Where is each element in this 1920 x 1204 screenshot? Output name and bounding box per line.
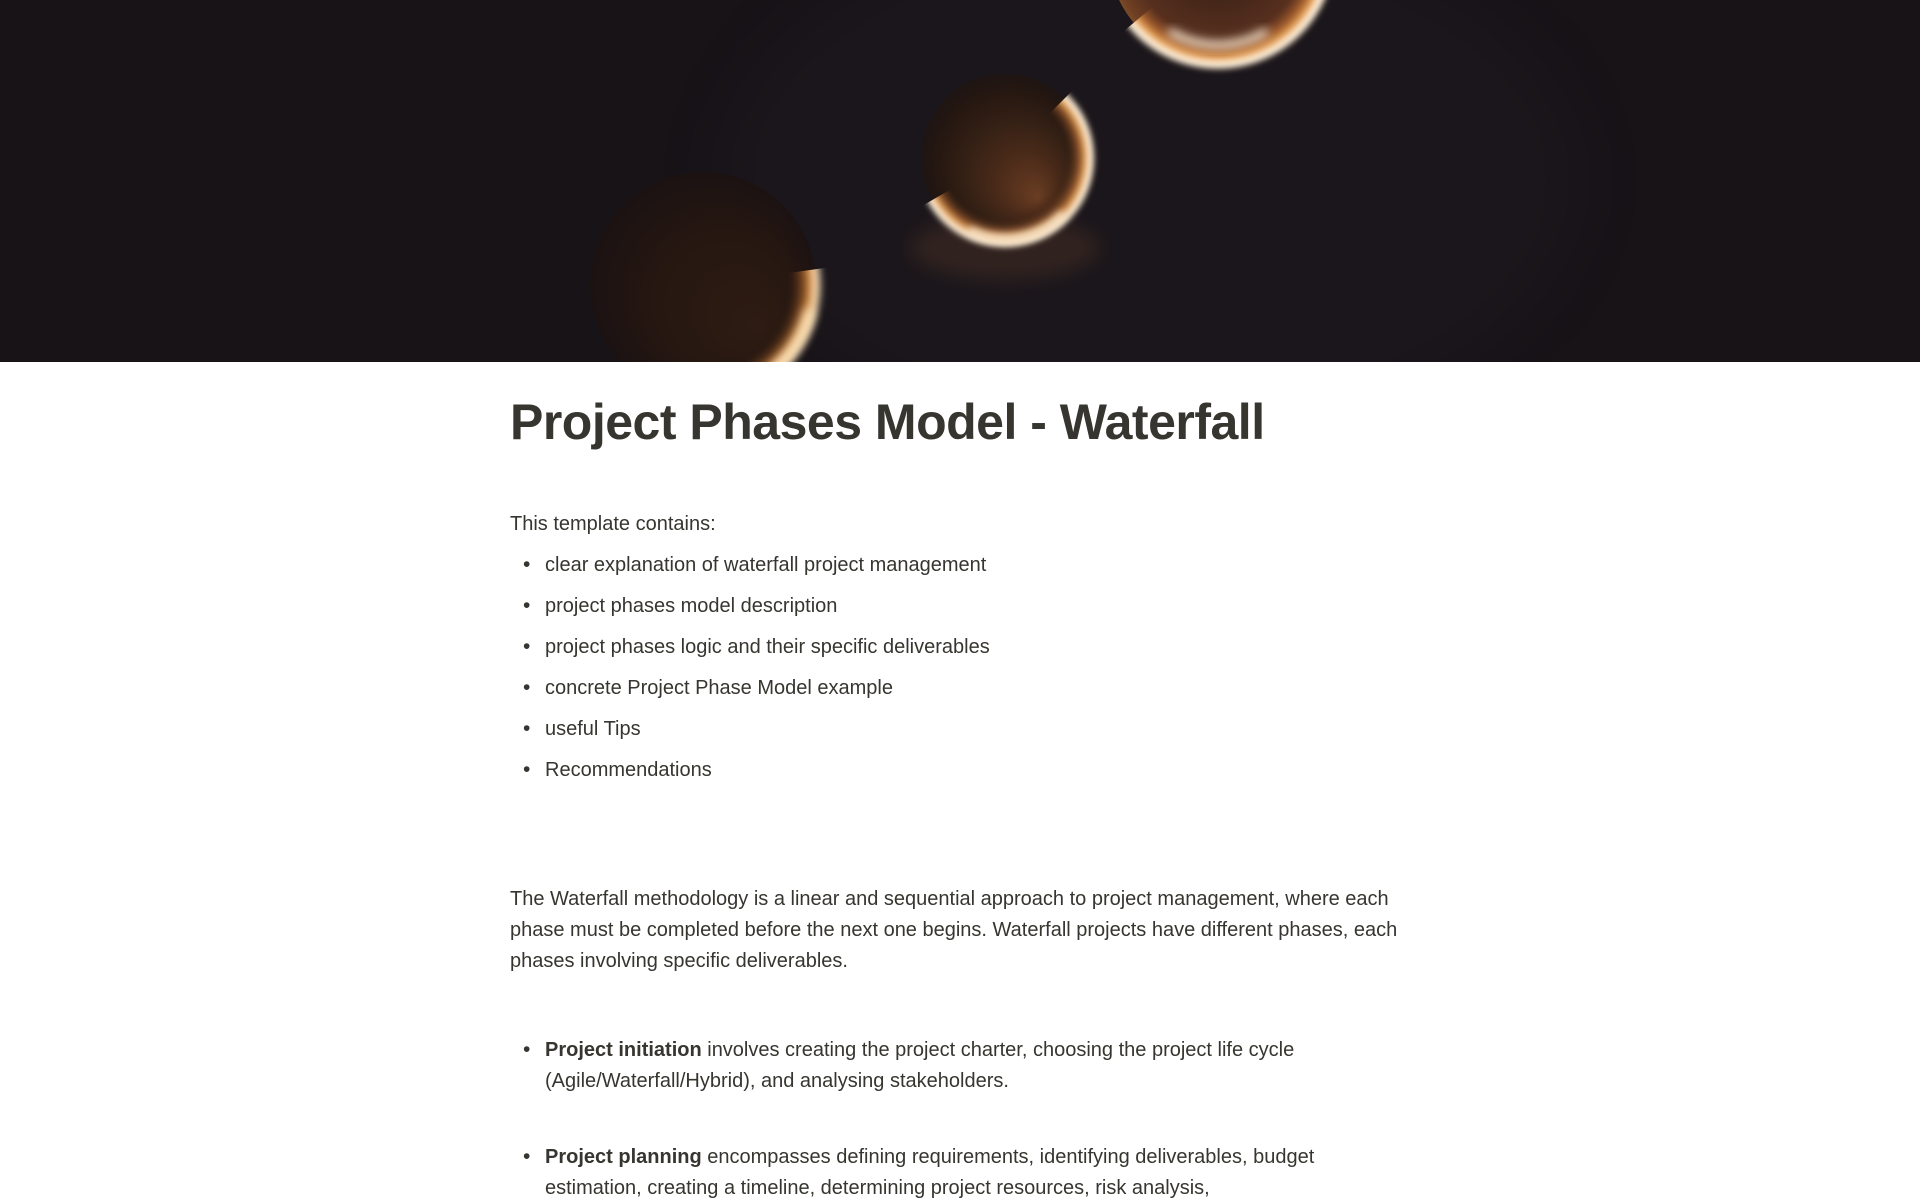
list-item[interactable]: [510, 591, 1410, 622]
list-item[interactable]: [510, 714, 1410, 745]
bullet-marker: •: [523, 676, 531, 699]
page-cover-image: [0, 0, 1920, 362]
bullet-marker: •: [523, 635, 531, 658]
bullet-marker: •: [523, 758, 531, 781]
document-body: [510, 392, 1410, 1204]
lunar-eclipse-illustration: [0, 0, 1920, 362]
list-item[interactable]: [510, 632, 1410, 663]
list-item-text: project phases model description: [545, 595, 838, 617]
list-item[interactable]: [510, 755, 1410, 786]
bullet-marker: •: [523, 717, 531, 740]
phase-term: Project initiation: [545, 1039, 702, 1061]
list-item[interactable]: [510, 1035, 1410, 1097]
waterfall-description-paragraph[interactable]: The Waterfall methodology is a linear and sequential approach to project management, where each phase must be completed before the next one begins. Waterfall projects have different phases, each phases involving specific deliverables.: [510, 888, 1398, 972]
list-item-text: concrete Project Phase Model example: [545, 677, 893, 699]
bullet-marker: •: [523, 1038, 531, 1061]
list-item[interactable]: [510, 673, 1410, 704]
list-item-text: project phases logic and their specific deliverables: [545, 636, 990, 658]
project-phases-list: [510, 1035, 1410, 1204]
template-contents-list: [510, 550, 1410, 786]
intro-lead-text[interactable]: This template contains:: [510, 513, 716, 535]
list-item-text: Recommendations: [545, 759, 712, 781]
list-item[interactable]: [510, 550, 1410, 581]
phase-description: involves creating the project charter, choosing the project life cycle (Agile/Waterfall/Hybrid), and analysing stakeholders.: [545, 1039, 1295, 1092]
phase-description: encompasses defining requirements, identifying deliverables, budget estimation, creating a timeline, determining project resources, risk analysis,: [545, 1146, 1315, 1199]
bullet-marker: •: [523, 1145, 531, 1168]
bullet-marker: •: [523, 594, 531, 617]
list-item-text: useful Tips: [545, 718, 641, 740]
bullet-marker: •: [523, 553, 531, 576]
page-title[interactable]: Project Phases Model - Waterfall: [510, 394, 1265, 450]
list-item[interactable]: [510, 1142, 1410, 1204]
empty-block: [510, 796, 1410, 884]
empty-block: [510, 977, 1410, 1025]
list-item-text: clear explanation of waterfall project management: [545, 554, 987, 576]
phase-term: Project planning: [545, 1146, 702, 1168]
